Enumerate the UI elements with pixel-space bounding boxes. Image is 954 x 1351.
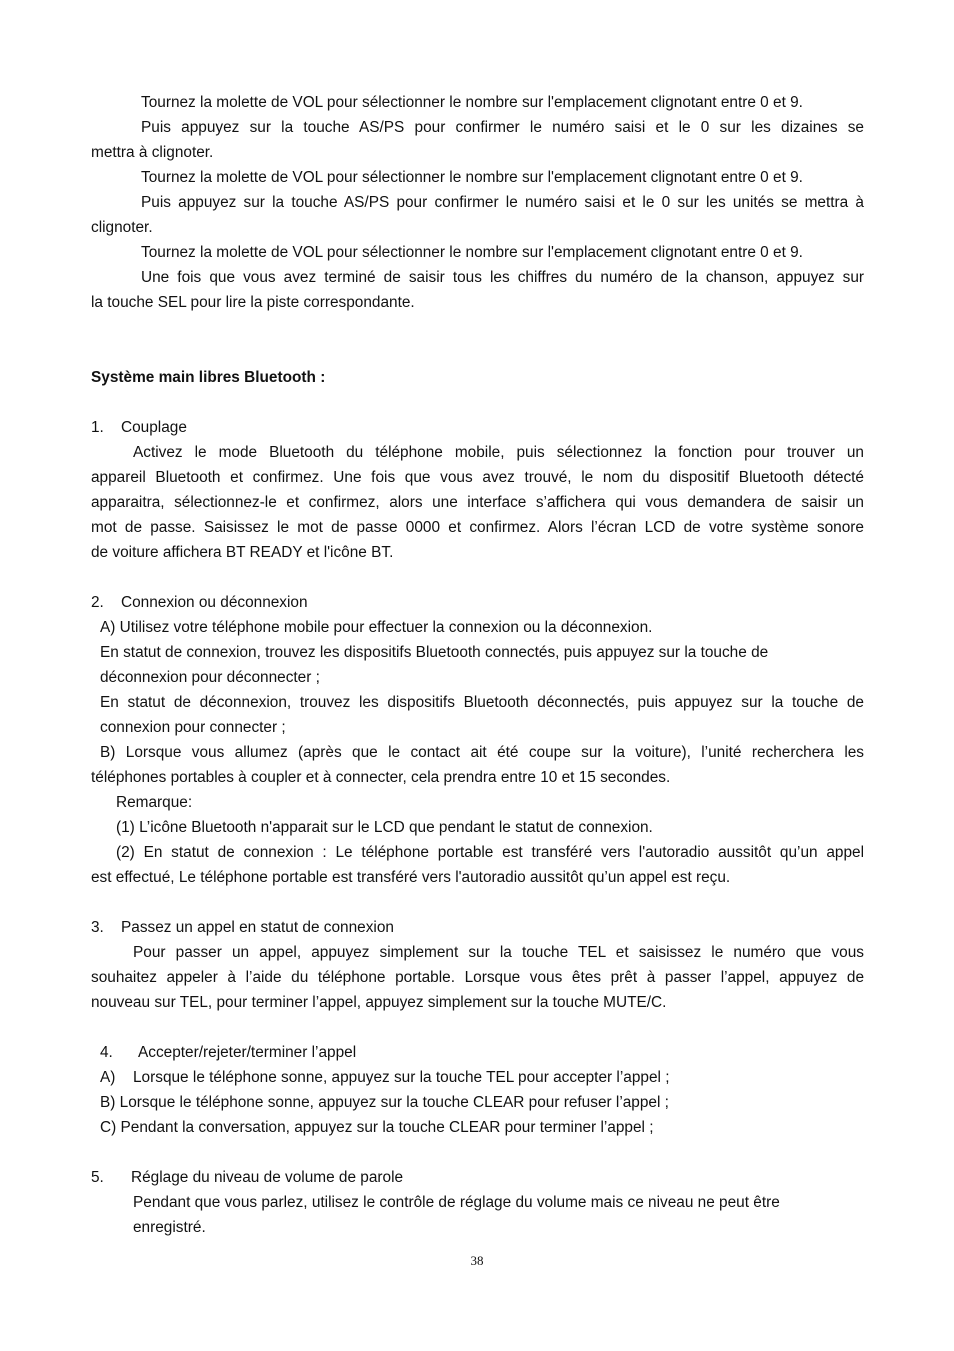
paragraph-line: B) Lorsque le téléphone sonne, appuyez sur la touche CLEAR pour refuser l’appel ;: [100, 1094, 669, 1111]
paragraph-line: souhaitez appeler à l’aide du téléphone portable. Lorsque vous êtes prêt à passer l’appel, appuyez de: [91, 969, 864, 986]
paragraph-line: apparaitra, sélectionnez-le et confirmez, alors une interface s’affichera qui vous demandera de saisir un: [91, 494, 864, 511]
paragraph-line: clignoter.: [91, 219, 153, 236]
list-item-title: Accepter/rejeter/terminer l’appel: [138, 1044, 357, 1061]
paragraph-line: mettra à clignoter.: [91, 144, 214, 161]
list-marker: A): [100, 1069, 116, 1086]
paragraph-line: Tournez la molette de VOL pour sélectionner le nombre sur l'emplacement clignotant entre 0 et 9.: [141, 94, 803, 111]
page-number: 38: [470, 1253, 484, 1268]
paragraph-line: En statut de connexion, trouvez les dispositifs Bluetooth connectés, puis appuyez sur la touche de: [100, 644, 769, 661]
paragraph-line: Tournez la molette de VOL pour sélectionner le nombre sur l'emplacement clignotant entre 0 et 9.: [141, 169, 803, 186]
paragraph-line: A) Utilisez votre téléphone mobile pour effectuer la connexion ou la déconnexion.: [100, 619, 653, 636]
section-heading: Système main libres Bluetooth :: [91, 369, 326, 386]
paragraph-line: appareil Bluetooth et confirmez. Une fois que vous avez trouvé, le nom du dispositif Bluetooth détecté: [91, 469, 864, 486]
paragraph-line: Remarque:: [116, 794, 193, 811]
list-item-title: Couplage: [121, 419, 187, 436]
paragraph-line: (2) En statut de connexion : Le téléphone portable est transféré vers l'autoradio aussitôt qu’un appel: [116, 844, 864, 861]
list-item-title: Connexion ou déconnexion: [121, 594, 308, 611]
paragraph-line: Puis appuyez sur la touche AS/PS pour confirmer le numéro saisi et le 0 sur les unités se mettra à: [141, 194, 864, 211]
paragraph-line: (1) L’icône Bluetooth n'apparait sur le LCD que pendant le statut de connexion.: [116, 819, 653, 836]
list-number: 3.: [91, 919, 104, 936]
paragraph-line: Pour passer un appel, appuyez simplement sur la touche TEL et saisissez le numéro que vous: [133, 944, 864, 961]
paragraph-line: téléphones portables à coupler et à connecter, cela prendra entre 10 et 15 secondes.: [91, 769, 671, 786]
paragraph-line: En statut de déconnexion, trouvez les dispositifs Bluetooth déconnectés, puis appuyez sur la touche de: [100, 694, 864, 711]
paragraph-line: Tournez la molette de VOL pour sélectionner le nombre sur l'emplacement clignotant entre 0 et 9.: [141, 244, 803, 261]
paragraph-line: C) Pendant la conversation, appuyez sur la touche CLEAR pour terminer l’appel ;: [100, 1119, 654, 1136]
paragraph-line: Lorsque le téléphone sonne, appuyez sur la touche TEL pour accepter l’appel ;: [133, 1069, 670, 1086]
paragraph-line: Puis appuyez sur la touche AS/PS pour confirmer le numéro saisi et le 0 sur les dizaines se: [141, 119, 864, 136]
paragraph-line: connexion pour connecter ;: [100, 719, 286, 736]
list-number: 4.: [100, 1044, 113, 1061]
paragraph-line: Pendant que vous parlez, utilisez le contrôle de réglage du volume mais ce niveau ne peut être: [133, 1194, 780, 1211]
paragraph-line: de voiture affichera BT READY et l'icône BT.: [91, 544, 394, 561]
list-item-title: Passez un appel en statut de connexion: [121, 919, 394, 936]
list-number: 2.: [91, 594, 104, 611]
paragraph-line: Une fois que vous avez terminé de saisir tous les chiffres du numéro de la chanson, appuyez sur: [141, 269, 864, 286]
list-item-title: Réglage du niveau de volume de parole: [131, 1169, 404, 1186]
paragraph-line: est effectué, Le téléphone portable est transféré vers l'autoradio aussitôt qu’un appel est reçu.: [91, 869, 731, 886]
paragraph-line: enregistré.: [133, 1219, 206, 1236]
paragraph-line: déconnexion pour déconnecter ;: [100, 669, 320, 686]
paragraph-line: la touche SEL pour lire la piste correspondante.: [91, 294, 415, 311]
paragraph-line: mot de passe. Saisissez le mot de passe 0000 et confirmez. Alors l’écran LCD de votre système sonore: [91, 519, 864, 536]
paragraph-line: Activez le mode Bluetooth du téléphone mobile, puis sélectionnez la fonction pour trouver un: [133, 444, 864, 461]
paragraph-line: nouveau sur TEL, pour terminer l’appel, appuyez simplement sur la touche MUTE/C.: [91, 994, 667, 1011]
list-number: 5.: [91, 1169, 104, 1186]
paragraph-line: B) Lorsque vous allumez (après que le contact ait été coupe sur la voiture), l’unité recherchera les: [100, 744, 864, 761]
list-number: 1.: [91, 419, 104, 436]
